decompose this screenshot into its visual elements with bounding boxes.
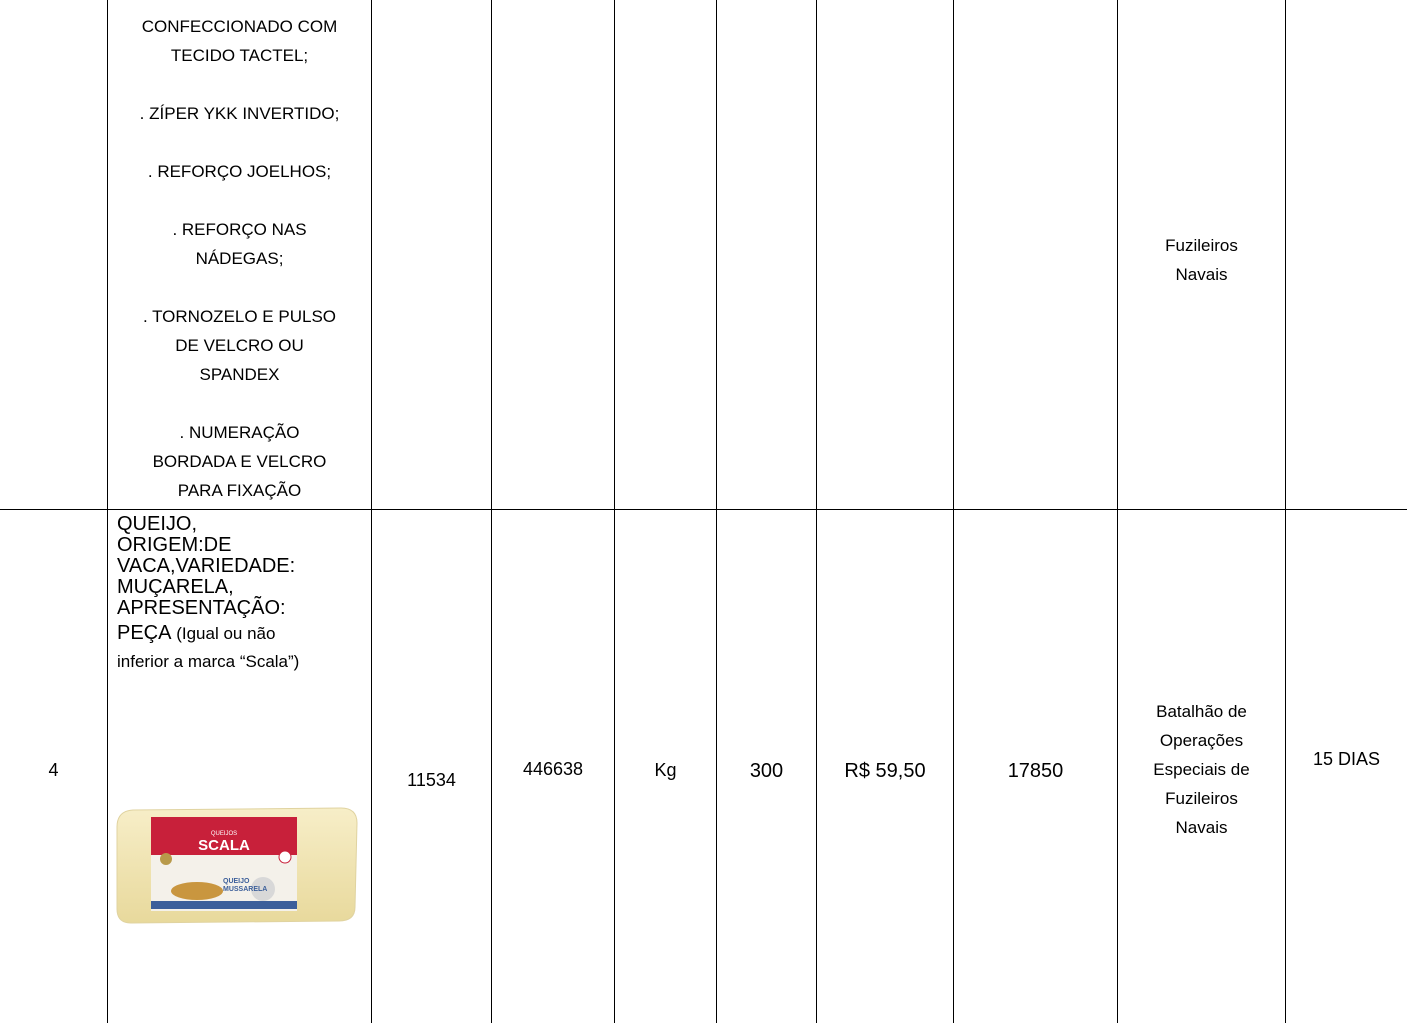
pizza-icon — [171, 882, 223, 900]
previous-row-description — [108, 12, 371, 505]
unit: Kg — [654, 760, 677, 780]
requester-line: Fuzileiros — [1165, 789, 1238, 808]
description-line: . REFORÇO JOELHOS; — [147, 162, 332, 181]
requester-line: Especiais de — [1153, 760, 1250, 779]
description-note: inferior a marca “Scala”) — [117, 652, 300, 671]
description-line: MUÇARELA, — [117, 576, 234, 598]
total-value: 17850 — [1007, 760, 1064, 782]
cheese-package-illustration — [113, 805, 363, 925]
description-line — [108, 186, 371, 215]
description-line — [108, 128, 371, 157]
description-main-text: PEÇA — [117, 622, 172, 644]
col-border-6 — [953, 0, 954, 1023]
label-blue-band — [151, 901, 297, 909]
description-line: . ZÍPER YKK INVERTIDO; — [139, 104, 340, 123]
col-border-8 — [1285, 0, 1286, 1023]
col-border-2 — [491, 0, 492, 1023]
description-line: SPANDEX — [199, 365, 280, 384]
brand-text: SCALA — [198, 837, 250, 854]
unit-price: R$ 59,50 — [844, 760, 926, 782]
item-description — [117, 514, 371, 676]
description-line: TECIDO TACTEL; — [170, 46, 309, 65]
catmat-code: 11534 — [407, 770, 456, 790]
col-border-5 — [816, 0, 817, 1023]
requester-line: Navais — [1175, 818, 1228, 837]
seal-icon — [160, 853, 172, 865]
description-line: PARA FIXAÇÃO — [177, 481, 302, 500]
description-line: NÁDEGAS; — [195, 249, 284, 268]
description-line: . NUMERAÇÃO — [179, 423, 300, 442]
description-line: APRESENTAÇÃO: — [117, 597, 286, 619]
col-border-4 — [716, 0, 717, 1023]
description-line — [108, 70, 371, 99]
quantity: 300 — [749, 760, 784, 782]
description-line: VACA,VARIEDADE: — [117, 555, 296, 577]
description-line: ORIGEM:DE — [117, 534, 232, 556]
description-line: . REFORÇO NAS — [172, 220, 307, 239]
requesting-unit — [1118, 697, 1285, 842]
item-number: 4 — [48, 760, 59, 780]
product-name-line-1: QUEIJO — [223, 878, 250, 885]
requester-line: Operações — [1159, 731, 1244, 750]
description-line: . TORNOZELO E PULSO — [142, 307, 337, 326]
description-line: DE VELCRO OU — [175, 336, 304, 355]
brand-small-text: QUEIJOS — [210, 831, 238, 837]
product-name-line-2: MUSSARELA — [223, 886, 268, 893]
previous-row-requester — [1118, 231, 1285, 289]
requester-line: Fuzileiros — [1165, 236, 1238, 255]
col-border-3 — [614, 0, 615, 1023]
delivery-deadline: 15 DIAS — [1312, 749, 1381, 769]
col-border-7 — [1117, 0, 1118, 1023]
description-line — [108, 389, 371, 418]
requester-line: Batalhão de — [1156, 702, 1247, 721]
description-line: QUEIJO, — [117, 513, 198, 535]
description-line — [117, 619, 371, 649]
description-line: BORDADA E VELCRO — [152, 452, 327, 471]
product-image — [113, 805, 363, 925]
item-code: 446638 — [522, 759, 584, 779]
description-note: (Igual ou não — [171, 624, 276, 643]
description-line: CONFECCIONADO COM — [141, 17, 338, 36]
col-border-1 — [371, 0, 372, 1023]
row-border — [0, 509, 1407, 510]
flag-icon — [279, 851, 291, 863]
description-line — [108, 273, 371, 302]
requester-line: Navais — [1175, 265, 1228, 284]
